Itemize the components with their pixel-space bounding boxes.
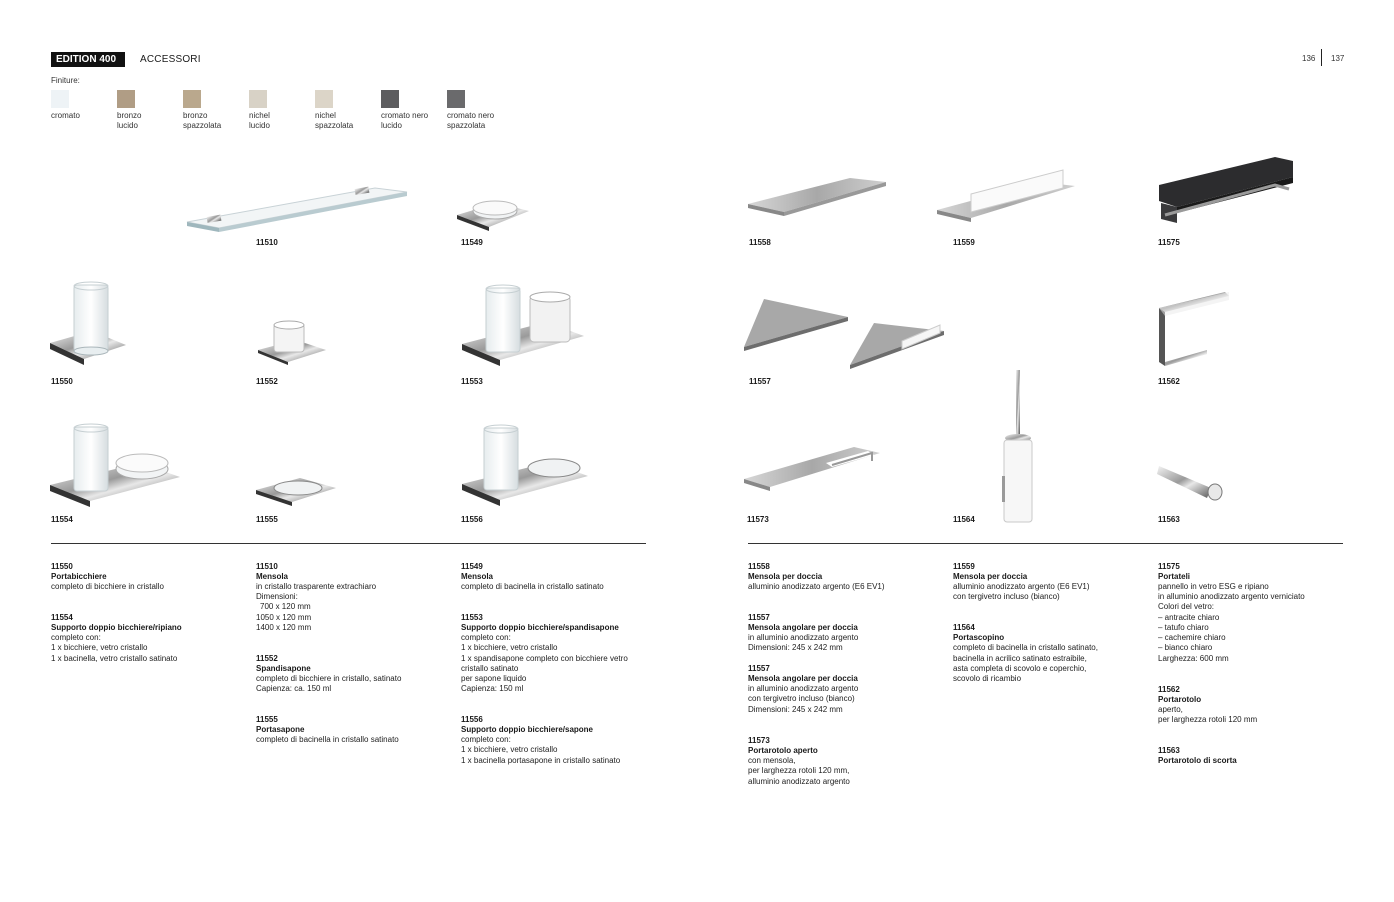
product-code: 11557 [749, 377, 771, 386]
description-code: 11555 [256, 715, 278, 724]
page-number-left: 136 [1302, 54, 1316, 63]
description-title: Mensola angolare per doccia [748, 623, 858, 632]
description-line: 1 x bacinella portasapone in cristallo satinato [461, 756, 621, 765]
description-code: 11550 [51, 562, 73, 571]
product-code: 11552 [256, 377, 278, 386]
finish-label: cromato nero lucido [381, 111, 429, 130]
page-number-divider [1321, 49, 1322, 66]
description-line: 1 x bicchiere, vetro cristallo [461, 745, 558, 754]
description-line: – tatufo chiaro [1158, 623, 1209, 632]
description-title: Portabicchiere [51, 572, 107, 581]
product-code: 11553 [461, 377, 483, 386]
soap-dish-icon [455, 193, 531, 233]
description-line: aperto, [1158, 705, 1183, 714]
description-line: 1400 x 120 mm [256, 623, 312, 632]
finish-swatch [249, 90, 267, 108]
finishes-title: Finiture: [51, 76, 80, 85]
description-line: con tergivetro incluso (bianco) [748, 694, 855, 703]
description-code: 11562 [1158, 685, 1180, 694]
product-code: 11549 [461, 238, 483, 247]
description-line: completo di bicchiere in cristallo [51, 582, 164, 591]
description-code: 11573 [748, 736, 770, 745]
description-line: completo con: [461, 735, 511, 744]
description-title: Supporto doppio bicchiere/spandisapone [461, 623, 619, 632]
description-line: Dimensioni: 245 x 242 mm [748, 705, 843, 714]
description-line: completo di bacinella in cristallo satinato, [953, 643, 1098, 652]
description-line: completo di bacinella in cristallo satinato [256, 735, 399, 744]
finish-label: bronzo spazzolata [183, 111, 222, 130]
description-title: Mensola angolare per doccia [748, 674, 858, 683]
product-code: 11556 [461, 515, 483, 524]
product-code: 11573 [747, 515, 769, 524]
glass-shelf-icon [183, 182, 409, 242]
product-code: 11563 [1158, 515, 1180, 524]
description-code: 11575 [1158, 562, 1180, 571]
description-line: Larghezza: 600 mm [1158, 654, 1229, 663]
shower-shelf-icon [746, 176, 888, 224]
description-line: alluminio anodizzato argento (E6 EV1) [748, 582, 885, 591]
description-line: 1 x bicchiere, vetro cristallo [51, 643, 148, 652]
description-title: Portascopino [953, 633, 1005, 642]
description-line: bacinella in acrilico satinato estraibile, [953, 654, 1087, 663]
finish-label: nichel lucido [249, 111, 270, 130]
description-title: Mensola [461, 572, 494, 581]
product-code: 11575 [1158, 238, 1180, 247]
tumbler-shelf-icon [46, 421, 184, 511]
towel-shelf-icon [1155, 155, 1297, 233]
description-line: 1 x spandisapone completo con bicchiere vetro [461, 654, 628, 663]
finish-swatch [51, 90, 69, 108]
product-code: 11554 [51, 515, 73, 524]
description-title: Supporto doppio bicchiere/ripiano [51, 623, 182, 632]
description-line: in cristallo trasparente extrachiaro [256, 582, 377, 591]
description-line: completo con: [51, 633, 101, 642]
spare-roll-holder-icon [1155, 456, 1227, 502]
description-code: 11510 [256, 562, 278, 571]
description-line: Capienza: ca. 150 ml [256, 684, 332, 693]
description-title: Mensola per doccia [748, 572, 823, 581]
description-line: cristallo satinato [461, 664, 519, 673]
description-title: Mensola per doccia [953, 572, 1028, 581]
tumbler-holder-icon [48, 279, 130, 369]
edition-label: EDITION 400 [51, 52, 125, 67]
page-number-right: 137 [1331, 54, 1345, 63]
tumbler-soap-icon [458, 424, 592, 510]
description-title: Portateli [1158, 572, 1191, 581]
description-line: in alluminio anodizzato argento [748, 633, 859, 642]
description-code: 11564 [953, 623, 975, 632]
description-title: Portarotolo [1158, 695, 1202, 704]
description-line: 1 x bicchiere, vetro cristallo [461, 643, 558, 652]
description-line: asta completa di scovolo e coperchio, [953, 664, 1087, 673]
product-code: 11510 [256, 238, 278, 247]
description-code: 11556 [461, 715, 483, 724]
description-line: pannello in vetro ESG e ripiano [1158, 582, 1269, 591]
section-divider-left [51, 543, 646, 544]
soap-dish-flat-icon [254, 474, 338, 508]
finish-label: nichel spazzolata [315, 111, 354, 130]
product-code: 11564 [953, 515, 975, 524]
tumbler-dispenser-icon [458, 282, 588, 372]
description-line: alluminio anodizzato argento (E6 EV1) [953, 582, 1090, 591]
description-line: 1050 x 120 mm [256, 613, 312, 622]
description-code: 11553 [461, 613, 483, 622]
shower-shelf-squeegee-icon [935, 166, 1077, 224]
description-title: Mensola [256, 572, 289, 581]
finish-label: bronzo lucido [117, 111, 142, 130]
description-line: completo con: [461, 633, 511, 642]
soap-dispenser-icon [256, 318, 328, 366]
description-line: Dimensioni: 245 x 242 mm [748, 643, 843, 652]
product-code: 11562 [1158, 377, 1180, 386]
description-title: Portasapone [256, 725, 305, 734]
product-code: 11558 [749, 238, 771, 247]
description-title: Portarotolo di scorta [1158, 756, 1237, 765]
section-title: ACCESSORI [140, 54, 201, 65]
description-code: 11557 [748, 613, 770, 622]
description-title: Portarotolo aperto [748, 746, 818, 755]
description-code: 11549 [461, 562, 483, 571]
finish-swatch [183, 90, 201, 108]
description-line: – antracite chiaro [1158, 613, 1220, 622]
finish-label: cromato nero spazzolata [447, 111, 495, 130]
description-code: 11554 [51, 613, 73, 622]
description-line: alluminio anodizzato argento [748, 777, 850, 786]
product-code: 11555 [256, 515, 278, 524]
description-code: 11563 [1158, 746, 1180, 755]
corner-shelf-icon [742, 295, 956, 373]
section-divider-right [748, 543, 1343, 544]
description-line: per sapone liquido [461, 674, 527, 683]
description-line: Capienza: 150 ml [461, 684, 524, 693]
description-code: 11559 [953, 562, 975, 571]
paper-holder-shelf-icon [742, 443, 882, 501]
description-code: 11558 [748, 562, 770, 571]
description-line: completo di bicchiere in cristallo, satinato [256, 674, 402, 683]
description-line: con tergivetro incluso (bianco) [953, 592, 1060, 601]
description-line: – bianco chiaro [1158, 643, 1213, 652]
finish-swatch [447, 90, 465, 108]
finish-swatch [117, 90, 135, 108]
description-line: scovolo di ricambio [953, 674, 1022, 683]
paper-holder-open-icon [1155, 286, 1235, 370]
product-code: 11550 [51, 377, 73, 386]
product-code: 11559 [953, 238, 975, 247]
description-line: Dimensioni: [256, 592, 298, 601]
description-title: Spandisapone [256, 664, 311, 673]
description-line: in alluminio anodizzato argento [748, 684, 859, 693]
description-code: 11557 [748, 664, 770, 673]
finish-swatch [315, 90, 333, 108]
finish-label: cromato [51, 111, 80, 120]
description-line: – cachemire chiaro [1158, 633, 1226, 642]
description-line: Colori del vetro: [1158, 602, 1215, 611]
description-line: completo di bacinella in cristallo satinato [461, 582, 604, 591]
description-line: con mensola, [748, 756, 796, 765]
description-line: per larghezza rotoli 120 mm, [748, 766, 850, 775]
finish-swatch [381, 90, 399, 108]
description-line: 1 x bacinella, vetro cristallo satinato [51, 654, 178, 663]
toilet-brush-icon [996, 368, 1044, 526]
description-line: in alluminio anodizzato argento verniciato [1158, 592, 1305, 601]
description-line: per larghezza rotoli 120 mm [1158, 715, 1258, 724]
description-code: 11552 [256, 654, 278, 663]
description-line: 700 x 120 mm [260, 602, 311, 611]
description-title: Supporto doppio bicchiere/sapone [461, 725, 594, 734]
